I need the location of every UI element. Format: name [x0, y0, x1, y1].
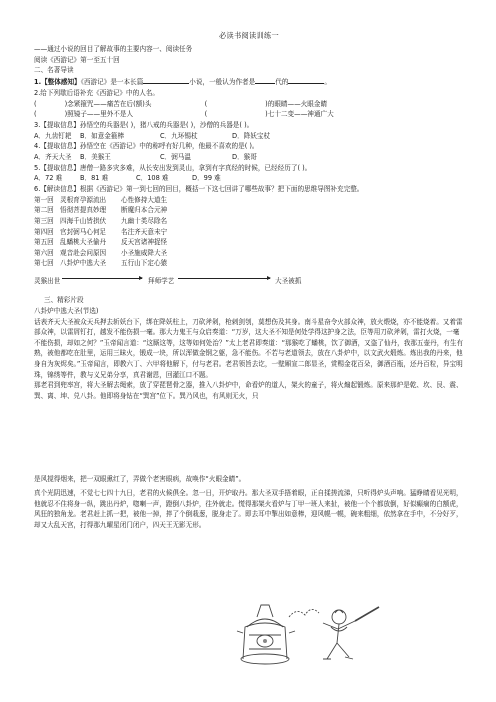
- chapter-row: [34, 237, 464, 248]
- question-4-options: [34, 152, 464, 163]
- question-3: 3.【提取信息】孙悟空的兵器是( )，猪八戒的兵器是( )，沙僧的兵器是( )。: [34, 120, 254, 129]
- option[interactable]: B．美猴王: [80, 153, 111, 162]
- answer-blank[interactable]: [288, 76, 324, 84]
- option[interactable]: D．降妖宝杖: [232, 131, 271, 140]
- question-1-number: 1.: [34, 78, 42, 87]
- chapter-title-a: 四海千山皆拱伏: [60, 217, 107, 226]
- question-2-number: 2.: [34, 88, 41, 97]
- chapter-number: 第五回: [34, 238, 54, 247]
- paragraph: 真个光阴迅速，不觉七七四十九日，老君的火候俱全。忽一日，开炉取丹。那大圣双手捂着眼，正自揉搓流涕，只听得炉头声响。猛睁睛看见光明，他就忍不住将身一纵，跳出丹炉，唿喇一声，蹬倒八卦炉，往外就走。慌得那架火看炉与丁甲一班人来扯，被他一个个都放倒，好似癫痫的白额虎，风狂的独角龙。老君赶上抓一把，被他一掉，捽了个倒栽葱，脱身走了。即去耳中掣出如意棒，迎风幌一幌，碗来粗细，依然拿在手中，不分好歹，却又大乱天宫，打得那九曜星闭门闭户，四天王无影无形。: [34, 489, 463, 529]
- chapter-title-a: 八卦炉中逃大圣: [60, 259, 107, 268]
- question-3-options: [34, 131, 464, 142]
- chapter-title-a: 官封弼马心何足: [60, 227, 107, 236]
- chapter-title-a: 乱蟠桃大圣偷丹: [60, 238, 107, 247]
- chapter-title-b: 小圣施威降大圣: [121, 248, 168, 257]
- section-heading-excerpt: 三、精彩片段: [44, 296, 84, 304]
- chapter-row: [34, 216, 464, 227]
- chapter-title-b: 反天宫诸神捉怪: [121, 238, 168, 247]
- subtitle: ——通过小说的回目了解故事的主要内容一、阅读任务: [34, 45, 193, 53]
- question-6: 6.【解读信息】根据《西游记》第一到七回的回目，概括一下这七回讲了哪些故事？把下面的思维导图补充完整。: [34, 185, 364, 194]
- option[interactable]: B．81 难: [80, 174, 109, 183]
- question-1-text-b: 小说，一般认为作者是: [189, 78, 256, 87]
- paren-open: (: [34, 99, 37, 108]
- question-1-tag: 【整体感知】: [41, 78, 81, 87]
- chapter-number: 第七回: [34, 259, 54, 268]
- chapter-title-b: 断魔归本合元神: [121, 206, 168, 215]
- question-1-text-c: 代的: [275, 78, 289, 87]
- flow-node: 拜师学艺: [148, 277, 175, 285]
- chapter-number: 第二回: [34, 206, 54, 215]
- chapter-title-a: 灵根育孕源流出: [60, 195, 107, 204]
- paragraph: 话表齐天大圣被众天兵押去斩妖台下，绑在降妖柱上，刀砍斧剁，枪刺剑刳，莫想伤及其身。南斗星奋令火部众神，放火煨烧，亦不能烧着。又着雷部众神，以雷屑钉打，越发不能伤损一毫。那大力鬼王与众启奏道：“万岁，这大圣不知是何处学得这护身之法，臣等用刀砍斧剁，雷打火烧，一毫不能伤损，却如之何？”玉帝闻言道：“这厮这等，这等如何处治？”太上老君即奏道：“那猴吃了蟠桃，饮了御酒，又盗了仙丹，我那五壶丹，有生有熟，被他都吃在肚里，运用三昧火，锻成一块，所以浑做金钢之躯，急不能伤。不若与老道领去，放在八卦炉中，以文武火煅炼。炼出我的丹来，他身自为灰烬矣。”玉帝闻言，即教六丁、六甲将他解下，付与老君。老君领旨去讫，一壁厢宣二郎显圣，赏赐金花百朵，御酒百瓶，还丹百粒，异宝明珠，锦绣等件，教与义兄弟分享，真君谢恩，回灌江口不题。: [34, 317, 464, 379]
- option[interactable]: D．99 难: [192, 174, 221, 183]
- option[interactable]: A．齐天大圣: [34, 153, 72, 162]
- paragraph: 是风搅得烟来，把一双眼熏红了，弄做个老害眼病，故唤作“火眼金睛”。: [34, 475, 246, 484]
- option[interactable]: A．72 难: [34, 174, 63, 183]
- question-1-text-a: 《西游记》是一本长篇: [80, 78, 144, 87]
- riddle-row: [34, 99, 464, 110]
- paren-open: (: [34, 110, 37, 119]
- monkey-king-illustration: [227, 597, 387, 669]
- riddle-row: [34, 109, 464, 120]
- option[interactable]: B．如意金箍棒: [80, 131, 125, 140]
- chapter-title-a: 悟彻菩提真妙理: [60, 206, 107, 215]
- option[interactable]: C．九环锡杖: [160, 131, 198, 140]
- option[interactable]: C．108 难: [136, 174, 169, 183]
- question-2: [34, 88, 464, 99]
- excerpt-title: 八卦炉中逃大圣(节选): [34, 307, 99, 315]
- section-heading-guide: 二、名著导读: [34, 66, 74, 75]
- flow-node: 大圣被抓: [275, 277, 302, 285]
- question-2-text: 给下列歇后语补充《西游记》中的人名。: [40, 88, 159, 97]
- chapter-title-b: 九幽十类尽除名: [121, 217, 168, 226]
- flow-node: 灵猴出世: [34, 277, 61, 285]
- question-5-options: [34, 173, 464, 184]
- option[interactable]: A．九齿钉耙: [34, 131, 72, 140]
- document-title: 必读书阅读训练一: [219, 31, 279, 40]
- flow-arrow: [178, 278, 270, 279]
- riddle-text: )的眼睛——火眼金睛: [265, 99, 328, 108]
- paren-open: (: [204, 99, 208, 108]
- answer-blank[interactable]: [255, 76, 275, 84]
- chapter-number: 第三回: [34, 217, 54, 226]
- reading-task: 阅读《西游记》第一至五十回: [34, 55, 120, 64]
- chapter-row: [34, 248, 464, 259]
- option[interactable]: D．猴哥: [232, 153, 257, 162]
- question-5: 5.【提取信息】唐僧一路多灾多难，从长安出发到灵山，拿到有字真经的时候，已经经历了( )。: [34, 163, 312, 172]
- flow-arrow: [62, 278, 142, 279]
- illustration-space: [34, 401, 464, 474]
- question-4: 4.【提取信息】孙悟空在《西游记》中的称呼有好几种，他最不喜欢的是( )。: [34, 142, 259, 151]
- chapter-number: 第一回: [34, 195, 54, 204]
- chapter-row: [34, 227, 464, 238]
- chapter-number: 第四回: [34, 227, 54, 236]
- chapter-number: 第六回: [34, 248, 54, 257]
- chapter-title-a: 观音赴会问原因: [60, 248, 107, 257]
- answer-blank[interactable]: [143, 76, 189, 84]
- chapter-row: [34, 195, 464, 206]
- paren-open: (: [204, 110, 208, 119]
- question-1: [34, 76, 464, 88]
- chapter-row: [34, 258, 464, 269]
- riddle-text: )念紧箍咒——痛苦在后(额)头: [64, 99, 152, 108]
- excerpt-body: [34, 317, 464, 531]
- riddle-text: )七十二变——神通广大: [265, 110, 334, 119]
- chapter-list: [34, 195, 464, 269]
- paragraph: 那老君到兜率宫，将大圣解去绳索，放了穿琵琶骨之器，推入八卦炉中，命看炉的道人，架火的童子，将火煽起锻炼。原来那炉是乾、坎、艮、震、巽、离、坤、兑八卦。他即将身钻在“巽宫”位下。巽乃风也，有风则无火，只: [34, 381, 463, 400]
- riddle-text: )照镜子——里外不是人: [64, 110, 134, 119]
- mind-map-flow: [34, 269, 464, 291]
- chapter-row: [34, 205, 464, 216]
- chapter-title-b: 心性修持大道生: [121, 195, 168, 204]
- chapter-title-b: 五行山下定心猿: [121, 259, 168, 268]
- option[interactable]: C．弼马温: [160, 153, 191, 162]
- question-1-end: 。: [324, 78, 332, 87]
- chapter-title-b: 名注齐天意未宁: [121, 227, 168, 236]
